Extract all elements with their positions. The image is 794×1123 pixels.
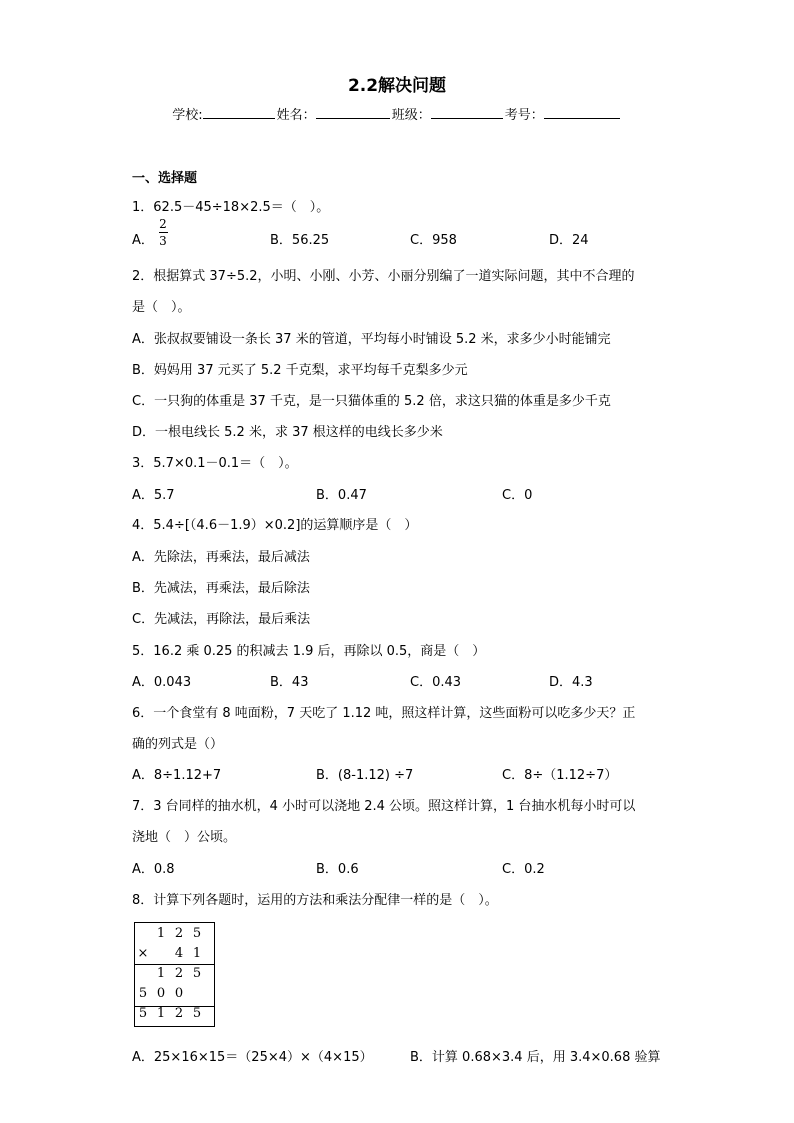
q6-option-c: C．8÷（1.12÷7） [502, 768, 618, 783]
calc-row [134, 923, 206, 943]
q2-option-d: D．一根电线长 5.2 米，求 37 根这样的电线长多少米 [132, 425, 443, 440]
q1-option-a-label: A． [132, 233, 154, 248]
q8-stem: 8．计算下列各题时，运用的方法和乘法分配律一样的是（ ）。 [132, 893, 498, 908]
calc-cell: 2 [174, 965, 184, 981]
calc-cell: 5 [192, 1005, 202, 1021]
calc-cell: 0 [174, 985, 184, 1001]
q7-stem-line1: 7．3 台同样的抽水机，4 小时可以浇地 2.4 公顷。照这样计算，1 台抽水机每小时可以 [132, 799, 636, 814]
q1-option-c: C．958 [410, 233, 457, 248]
page-title: 2.2解决问题 [347, 76, 447, 96]
q3-stem: 3．5.7×0.1－0.1＝（ ）。 [132, 456, 298, 471]
q8-option-b: B．计算 0.68×3.4 后，用 3.4×0.68 验算 [410, 1050, 661, 1065]
calc-cell: 0 [156, 985, 166, 1001]
q4-option-c: C．先减法，再除法，最后乘法 [132, 612, 311, 627]
calc-row [134, 943, 206, 963]
q1-option-a-fraction [157, 217, 169, 248]
calc-cell [188, 983, 206, 1003]
q2-stem-line1: 2．根据算式 37÷5.2，小明、小刚、小芳、小丽分别编了一道实际问题，其中不合理的 [132, 269, 635, 284]
q7-option-b: B．0.6 [316, 862, 359, 877]
class-blank [431, 106, 503, 119]
class-label: 班级： [391, 108, 431, 123]
q5-option-c: C．0.43 [410, 675, 462, 690]
calc-cell: 2 [174, 925, 184, 941]
name-label: 姓名： [276, 108, 316, 123]
calc-cell: 4 [174, 945, 184, 961]
q6-option-a: A．8÷1.12+7 [132, 768, 222, 783]
q5-option-d: D．4.3 [549, 675, 593, 690]
q1-stem: 1．62.5－45÷18×2.5＝（ ）。 [132, 200, 330, 215]
vertical-multiplication [134, 923, 206, 1023]
calc-row [134, 1003, 206, 1023]
calc-cell: 5 [192, 965, 202, 981]
calc-cell: 2 [174, 1005, 184, 1021]
q2-option-b: B．妈妈用 37 元买了 5.2 千克梨，求平均每千克梨多少元 [132, 363, 468, 378]
calc-cell: 1 [156, 965, 166, 981]
calc-cell: 5 [138, 1005, 148, 1021]
calc-cell [152, 943, 170, 963]
calc-cell: 1 [192, 945, 202, 961]
q5-stem: 5．16.2 乘 0.25 的积减去 1.9 后，再除以 0.5，商是（ ） [132, 644, 486, 659]
q4-option-b: B．先减法，再乘法，最后除法 [132, 581, 310, 596]
calc-row [134, 963, 206, 983]
calc-cell: 5 [192, 925, 202, 941]
q5-option-a: A．0.043 [132, 675, 192, 690]
name-blank [316, 106, 390, 119]
q7-stem-line2: 浇地（ ）公顷。 [132, 830, 237, 845]
q4-option-a: A．先除法，再乘法，最后减法 [132, 550, 310, 565]
calc-cell [134, 923, 152, 943]
exam-number-label: 考号： [504, 108, 544, 123]
q1-option-b: B．56.25 [270, 233, 330, 248]
calc-cell: × [137, 945, 149, 961]
q1-option-d: D．24 [549, 233, 589, 248]
q3-option-b: B．0.47 [316, 488, 367, 503]
calc-cell: 1 [156, 1005, 166, 1021]
q3-option-c: C．0 [502, 488, 533, 503]
fraction-denominator: 3 [159, 234, 167, 248]
section-title: 一、选择题 [132, 171, 198, 186]
q4-stem: 4．5.4÷[（4.6－1.9）×0.2]的运算顺序是（ ） [132, 518, 418, 533]
q8-option-a: A．25×16×15＝（25×4）×（4×15） [132, 1050, 373, 1065]
q2-option-c: C．一只狗的体重是 37 千克，是一只猫体重的 5.2 倍，求这只猫的体重是多少千克 [132, 394, 611, 409]
calc-row [134, 983, 206, 1003]
q7-option-a: A．0.8 [132, 862, 175, 877]
fraction-numerator: 2 [159, 217, 167, 231]
q3-option-a: A．5.7 [132, 488, 175, 503]
school-label: 学校: [172, 108, 203, 123]
calc-cell: 1 [156, 925, 166, 941]
q6-stem-line1: 6．一个食堂有 8 吨面粉，7 天吃了 1.12 吨，照这样计算，这些面粉可以吃多少天？正 [132, 706, 636, 721]
q6-stem-line2: 确的列式是（） [132, 737, 224, 752]
q5-option-b: B．43 [270, 675, 309, 690]
q2-option-a: A．张叔叔要铺设一条长 37 米的管道，平均每小时铺设 5.2 米，求多少小时能铺完 [132, 332, 611, 347]
school-blank [203, 106, 275, 119]
calc-cell: 5 [138, 985, 148, 1001]
q2-stem-line2: 是（ ）。 [132, 300, 191, 315]
student-info-line [0, 104, 794, 123]
exam-number-blank [544, 106, 620, 119]
q7-option-c: C．0.2 [502, 862, 545, 877]
fraction-bar [159, 232, 168, 233]
calc-cell [134, 963, 152, 983]
q6-option-b: B．(8-1.12) ÷7 [316, 768, 414, 783]
